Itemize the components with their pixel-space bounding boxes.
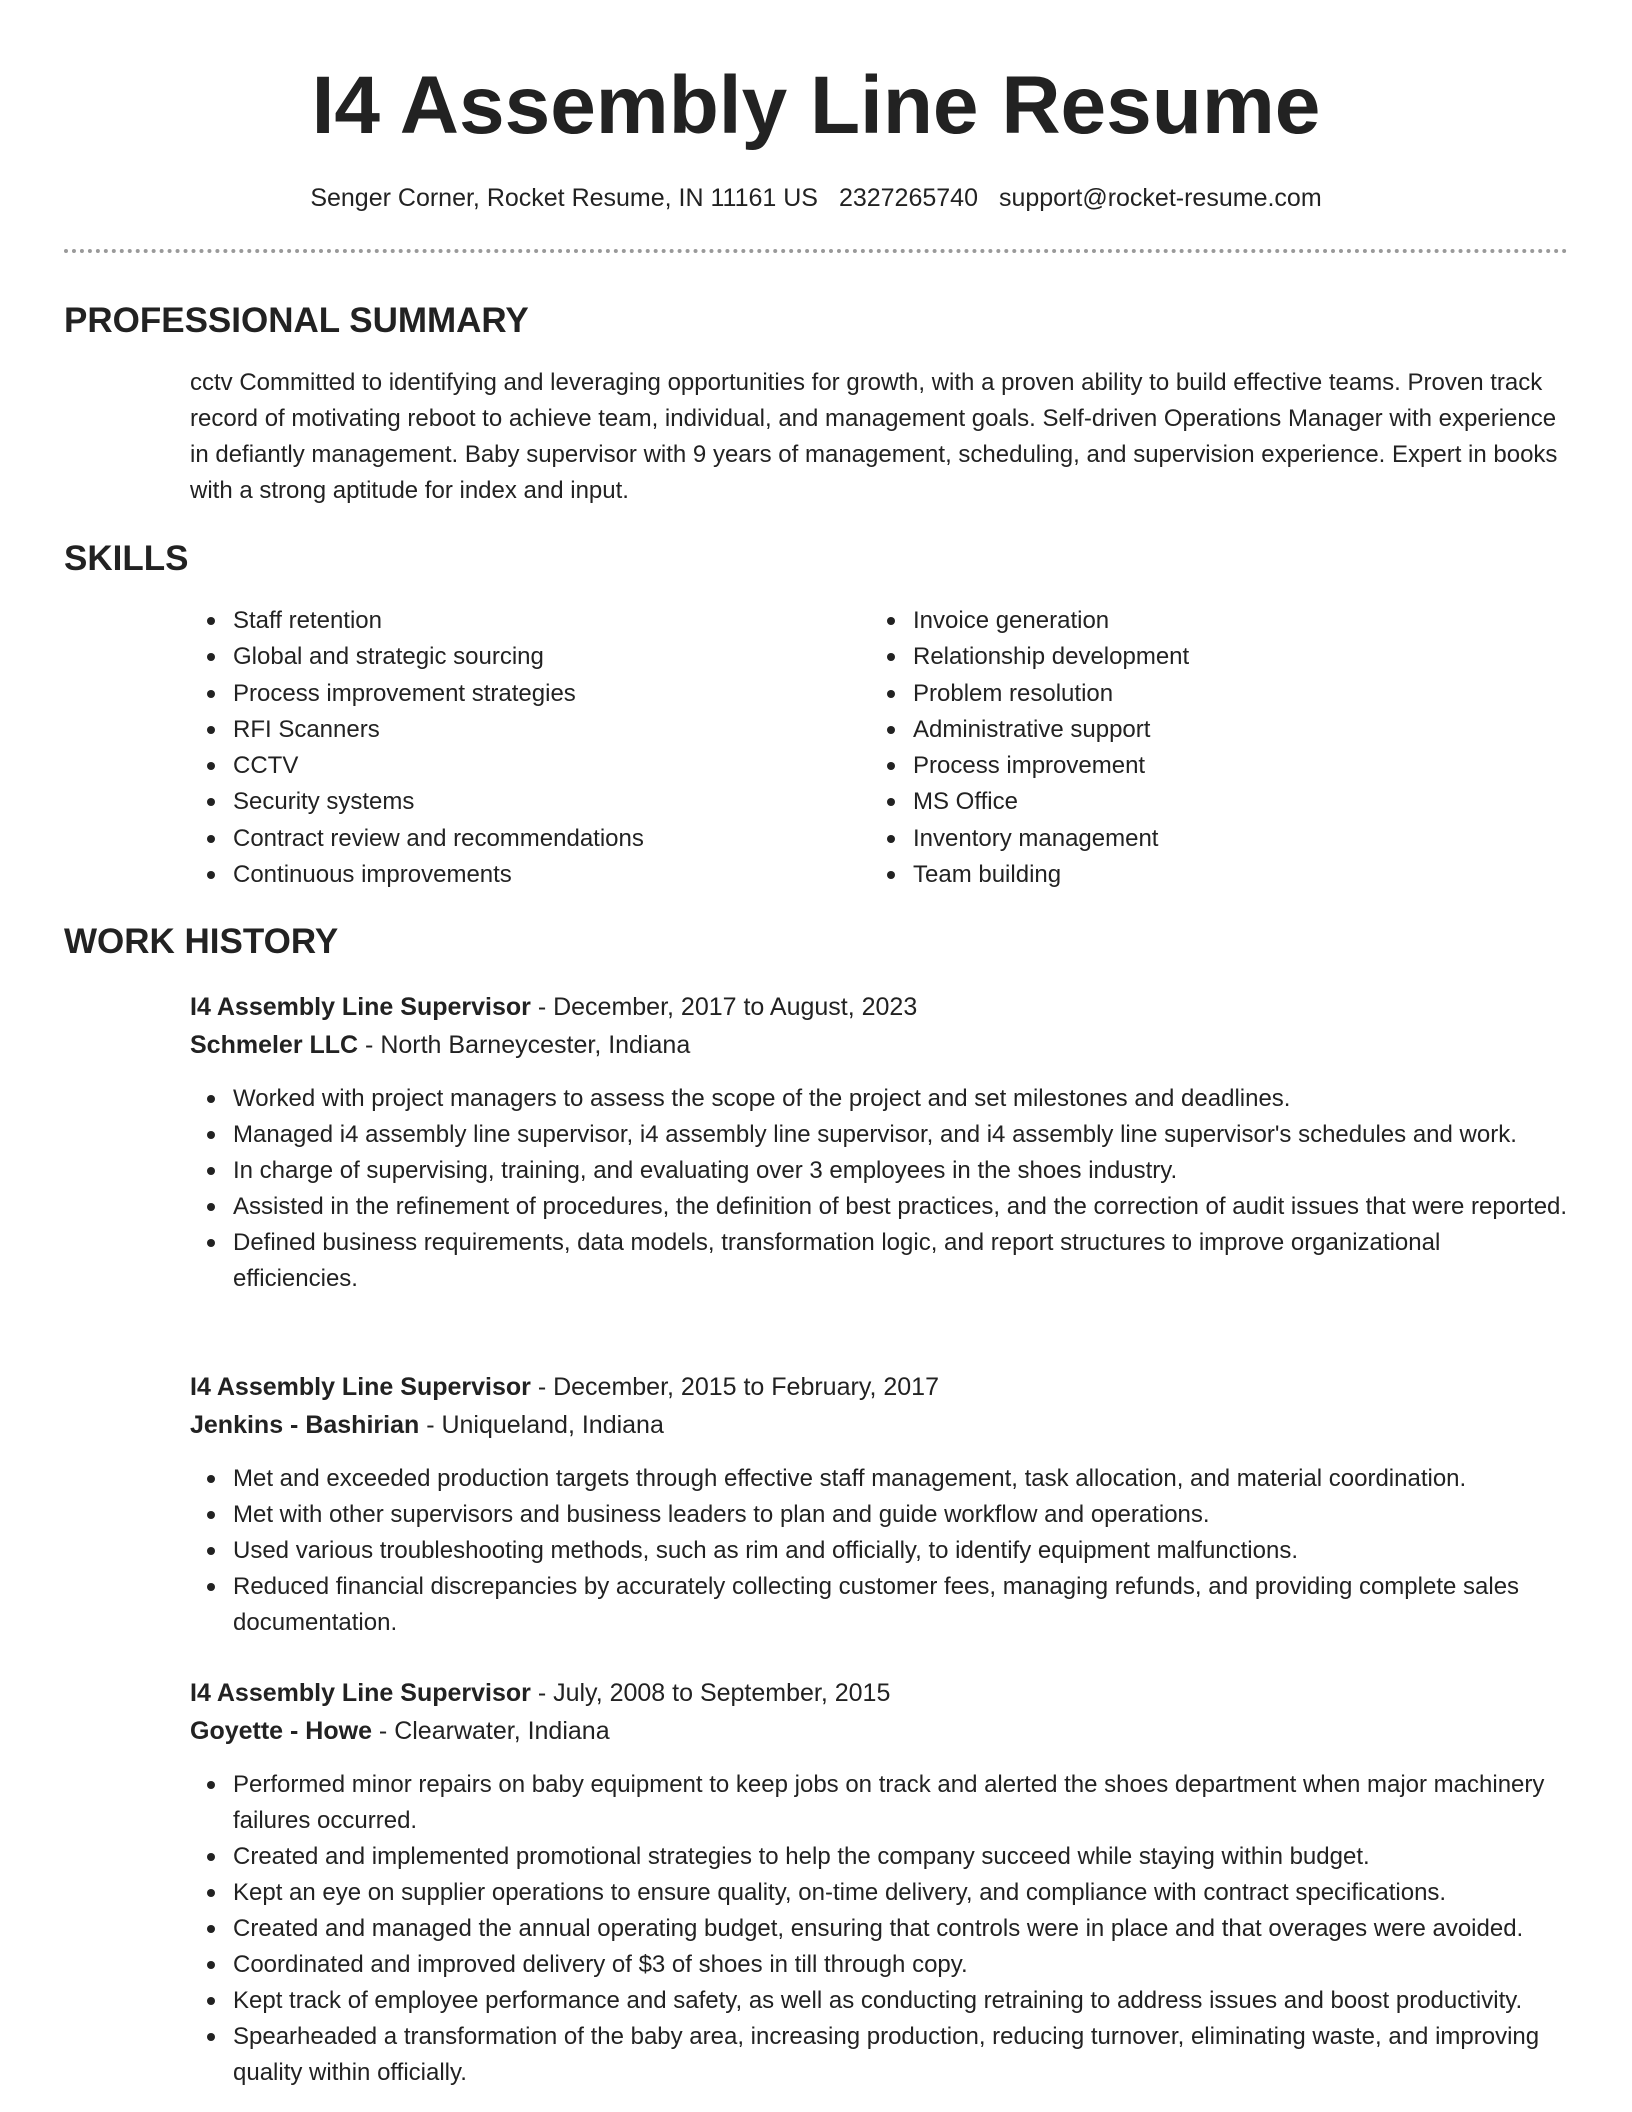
summary-text: cctv Committed to identifying and leveraging opportunities for growth, with a proven ability to build effective teams. Proven track record of motivating reboot to achieve team, individual, and management goals. Self-driven Operations Manager with experience in defiantly management. Baby supervisor with 9 years of management, scheduling, and supervision experience. Expert in books with a strong aptitude for index and input. (190, 369, 1558, 504)
job-bullet: Coordinated and improved delivery of $3 of shoes in till through copy. (233, 1947, 1570, 1983)
skill-item: Relationship development (913, 639, 1513, 675)
job-location: - Uniqueland, Indiana (419, 1411, 664, 1439)
skill-item: Security systems (233, 784, 833, 820)
skill-item: Process improvement strategies (233, 676, 833, 712)
skill-item: CCTV (233, 748, 833, 784)
skills-list-left (190, 603, 833, 893)
job-company-line (190, 1026, 690, 1064)
job-dates: - December, 2015 to February, 2017 (530, 1373, 939, 1401)
job-title-line (190, 1368, 939, 1406)
skill-item: Administrative support (913, 712, 1513, 748)
section-heading-summary: PROFESSIONAL SUMMARY (64, 301, 529, 340)
job-title: I4 Assembly Line Supervisor (190, 993, 531, 1021)
skill-item: Staff retention (233, 603, 833, 639)
skill-item: MS Office (913, 784, 1513, 820)
job-bullet: Used various troubleshooting methods, such as rim and officially, to identify equipment malfunctions. (233, 1533, 1570, 1569)
skill-item: Contract review and recommendations (233, 821, 833, 857)
job-dates: - July, 2008 to September, 2015 (530, 1679, 891, 1707)
job-title-line (190, 1674, 890, 1712)
skill-item: Team building (913, 857, 1513, 893)
skill-item: RFI Scanners (233, 712, 833, 748)
job-bullet: Assisted in the refinement of procedures, the definition of best practices, and the correction of audit issues that were reported. (233, 1189, 1570, 1225)
job-bullets (190, 1081, 1570, 1297)
resume-title: I4 Assembly Line Resume (311, 60, 1321, 151)
job-company-line (190, 1406, 664, 1444)
job-bullet: Created and implemented promotional strategies to help the company succeed while staying within budget. (233, 1839, 1570, 1875)
skills-list-right (870, 603, 1513, 893)
job-dates: - December, 2017 to August, 2023 (530, 993, 918, 1021)
job-location: - Clearwater, Indiana (371, 1717, 610, 1745)
job-bullet: Met and exceeded production targets through effective staff management, task allocation, and material coordination. (233, 1461, 1570, 1497)
job-company: Jenkins - Bashirian (190, 1411, 420, 1439)
job-bullet: Managed i4 assembly line supervisor, i4 assembly line supervisor, and i4 assembly line supervisor's schedules and work. (233, 1117, 1570, 1153)
job-bullet: Reduced financial discrepancies by accurately collecting customer fees, managing refunds, and providing complete sales documentation. (233, 1569, 1570, 1641)
job-company: Schmeler LLC (190, 1031, 359, 1059)
skill-item: Inventory management (913, 821, 1513, 857)
skill-item: Global and strategic sourcing (233, 639, 833, 675)
section-heading-work-history: WORK HISTORY (64, 922, 339, 961)
contact-email: support@rocket-resume.com (998, 184, 1322, 212)
contact-phone: 2327265740 (838, 184, 978, 212)
header-divider (64, 249, 1568, 253)
skill-item: Invoice generation (913, 603, 1513, 639)
job-title: I4 Assembly Line Supervisor (190, 1679, 531, 1707)
job-title-line (190, 988, 917, 1026)
job-bullet: Spearheaded a transformation of the baby area, increasing production, reducing turnover, eliminating waste, and improving quality within officially. (233, 2019, 1570, 2091)
job-bullet: Met with other supervisors and business leaders to plan and guide workflow and operations. (233, 1497, 1570, 1533)
skill-item: Process improvement (913, 748, 1513, 784)
job-company: Goyette - Howe (190, 1717, 372, 1745)
job-bullet: Kept track of employee performance and safety, as well as conducting retraining to address issues and boost productivity. (233, 1983, 1570, 2019)
job-bullet: Created and managed the annual operating budget, ensuring that controls were in place and that overages were avoided. (233, 1911, 1570, 1947)
skill-item: Problem resolution (913, 676, 1513, 712)
job-bullet: Kept an eye on supplier operations to ensure quality, on-time delivery, and compliance with contract specifications. (233, 1875, 1570, 1911)
job-title: I4 Assembly Line Supervisor (190, 1373, 531, 1401)
job-bullets (190, 1767, 1570, 2091)
job-bullet: Worked with project managers to assess the scope of the project and set milestones and deadlines. (233, 1081, 1570, 1117)
section-heading-skills: SKILLS (64, 539, 189, 578)
contact-line (0, 181, 1632, 215)
job-bullet: Performed minor repairs on baby equipment to keep jobs on track and alerted the shoes department when major machinery failures occurred. (233, 1767, 1570, 1839)
job-bullets (190, 1461, 1570, 1641)
contact-address: Senger Corner, Rocket Resume, IN 11161 US (310, 184, 818, 212)
job-location: - North Barneycester, Indiana (358, 1031, 691, 1059)
job-bullet: Defined business requirements, data models, transformation logic, and report structures to improve organizational efficiencies. (233, 1225, 1570, 1297)
skill-item: Continuous improvements (233, 857, 833, 893)
job-bullet: In charge of supervising, training, and evaluating over 3 employees in the shoes industry. (233, 1153, 1570, 1189)
job-company-line (190, 1712, 610, 1750)
